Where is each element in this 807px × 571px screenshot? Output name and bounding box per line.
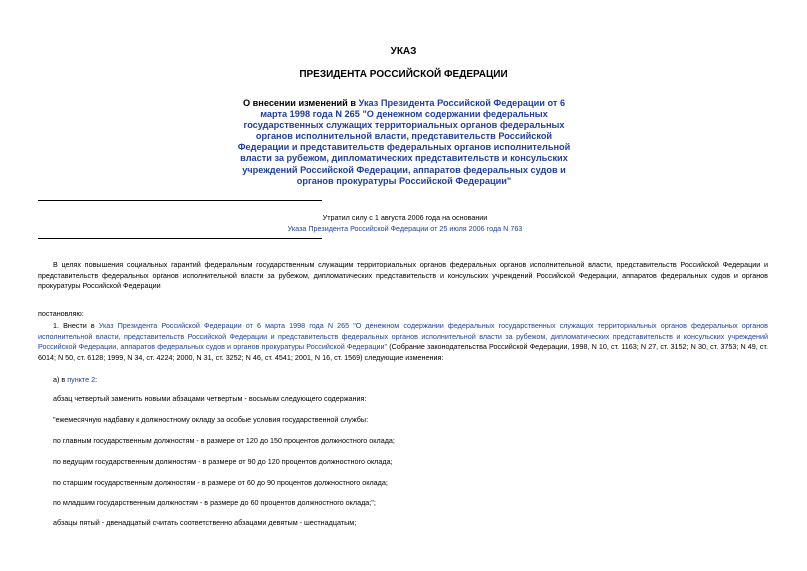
- decree-word: постановляю:: [38, 309, 84, 318]
- amendment-line: по старшим государственным должностям - в размере от 60 до 90 процентов должностного оклада;: [53, 478, 388, 487]
- repeal-notice-text: Утратил силу с 1 августа 2006 года на основании: [322, 213, 488, 222]
- title-prefix: О внесении изменений в: [242, 98, 359, 108]
- point-2-link[interactable]: пункте 2: [67, 375, 96, 384]
- amendment-line: "ежемесячную надбавку к должностному окладу за особые условия государственной службы:: [53, 415, 369, 424]
- title-referenced-decree-link[interactable]: Указ Президента Российской Федерации от 6 марта 1998 года N 265 "О денежном содержании федеральных государственных служащих территориальных органов федеральных органов исполнительной власти, представительств Российской Федерации и представительств федеральных органов исполнительной власти за рубежом, дипломатических представительств и консульских учреждений Российской Федерации, аппаратов федеральных судов и органов прокуратуры Российской Федерации": [237, 98, 571, 186]
- amendment-line: абзац четвертый заменить новыми абзацами четвертым - восьмым следующего содержания:: [53, 394, 367, 403]
- notice-rule-bottom: [38, 238, 322, 239]
- amendment-line: по главным государственным должностям - в размере от 120 до 150 процентов должностного оклада;: [53, 436, 395, 445]
- issuer-heading: ПРЕЗИДЕНТА РОССИЙСКОЙ ФЕДЕРАЦИИ: [299, 69, 508, 80]
- amendment-line: абзацы пятый - двенадцатый считать соответственно абзацами девятым - шестнадцатым;: [53, 518, 357, 527]
- notice-rule-top: [38, 200, 322, 201]
- subitem-a: [53, 375, 97, 386]
- item-1-suffix: (Собрание законодательства Российской Федерации, 1998, N 10, ст. 1163; N 27, ст. 3152; N 30, ст. 3753; N 49, ст. 6014; N 50, ст. 6128; 1999, N 34, ст. 4224; 2000, N 31, ст. 3252; N 46, ст. 4541; 2001, N 16, ст. 1569) следующие изменения:: [38, 342, 769, 362]
- document-title: [232, 98, 576, 187]
- item-1-decree-link[interactable]: Указ Президента Российской Федерации от 6 марта 1998 года N 265 "О денежном содержании федеральных государственных служащих территориальных органов федеральных органов исполнительной власти, представительств Российской Федерации и представительств федеральных органов исполнительной власти за рубежом, дипломатических представительств и консульских учреждений Российской Федерации, аппаратов федеральных судов и органов прокуратуры Российской Федерации": [38, 321, 768, 351]
- item-1-paragraph: [38, 321, 768, 363]
- subitem-a-suffix: :: [95, 375, 98, 384]
- decree-heading: УКАЗ: [390, 46, 417, 57]
- item-1-prefix: 1. Внести в: [53, 321, 99, 330]
- repeal-decree-link[interactable]: Указа Президента Российской Федерации от 25 июля 2006 года N 763: [287, 223, 523, 233]
- repeal-notice: [240, 213, 570, 234]
- subitem-a-prefix: а) в: [53, 375, 68, 384]
- amendment-line: по ведущим государственным должностям - в размере от 90 до 120 процентов должностного оклада;: [53, 457, 393, 466]
- preamble-paragraph: В целях повышения социальных гарантий федеральным государственным служащим территориальных органов федеральных органов исполнительной власти, представительств Российской Федерации и представительств федеральных органов исполнительной власти за рубежом, дипломатических представительств и консульских учреждений Российской Федерации, аппаратов федеральных судов и органов прокуратуры Российской Федерации: [38, 260, 768, 290]
- amendment-line: по младшим государственным должностям - в размере до 60 процентов должностного оклада;";: [53, 498, 376, 507]
